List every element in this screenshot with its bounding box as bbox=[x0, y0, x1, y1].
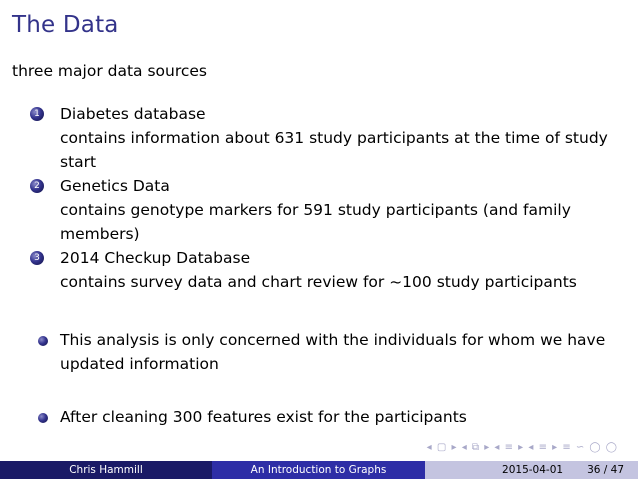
footer-date-page bbox=[425, 461, 638, 479]
footer-bar bbox=[0, 461, 638, 479]
enum-heading: 2014 Checkup Database bbox=[60, 249, 251, 267]
enum-description: contains information about 631 study participants at the time of study start bbox=[60, 129, 608, 171]
footer-author: Chris Hammill bbox=[0, 461, 212, 479]
enum-item-diabetes bbox=[30, 102, 630, 174]
enum-heading: Genetics Data bbox=[60, 177, 170, 195]
beamer-navigation-icons[interactable]: ◂ ▢ ▸ ◂ ⧉ ▸ ◂ ≡ ▸ ◂ ≡ ▸ ≡ ∽ ◯ ◯ bbox=[426, 442, 618, 453]
enum-item-genetics bbox=[30, 174, 630, 246]
enum-item-checkup bbox=[30, 246, 630, 294]
enum-description: contains genotype markers for 591 study participants (and family members) bbox=[60, 201, 571, 243]
slide-title: The Data bbox=[12, 12, 119, 38]
bullet-text: This analysis is only concerned with the individuals for whom we have updated information bbox=[60, 331, 606, 373]
enum-heading: Diabetes database bbox=[60, 105, 206, 123]
bullet-icon bbox=[38, 413, 48, 423]
footer-title: An Introduction to Graphs bbox=[212, 461, 425, 479]
intro-text: three major data sources bbox=[12, 62, 208, 80]
number-2-icon: 2 bbox=[30, 179, 44, 193]
enumerated-list bbox=[30, 102, 630, 294]
footer-page-number: 36 / 47 bbox=[587, 464, 624, 476]
number-3-icon: 3 bbox=[30, 251, 44, 265]
bullet-text: After cleaning 300 features exist for the participants bbox=[60, 408, 467, 426]
bullet-item-analysis bbox=[38, 328, 630, 376]
bullet-item-cleaning bbox=[38, 405, 630, 429]
enum-description: contains survey data and chart review for ~100 study participants bbox=[60, 273, 577, 291]
bullet-icon bbox=[38, 336, 48, 346]
number-1-icon: 1 bbox=[30, 107, 44, 121]
footer-date: 2015-04-01 bbox=[502, 464, 564, 476]
